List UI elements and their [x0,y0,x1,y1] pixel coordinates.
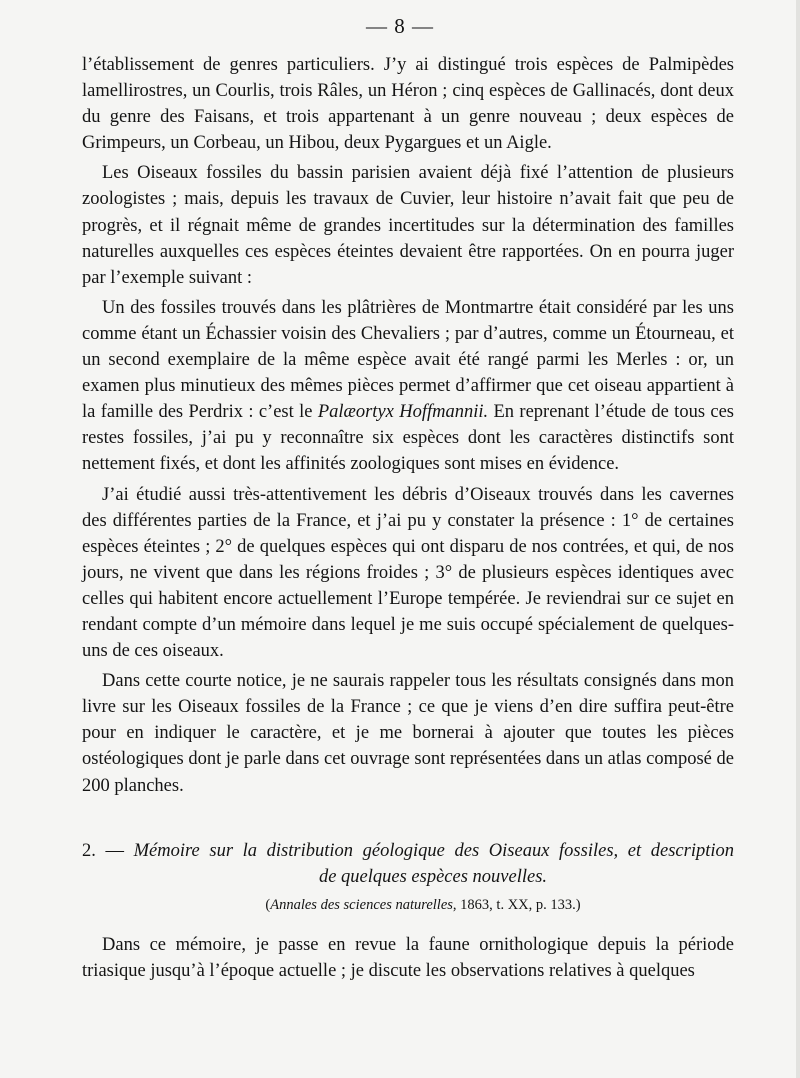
paragraph-courte-notice: Dans cette courte notice, je ne saurais rappeler tous les résultats consignés dans mon livre sur les Oiseaux fossiles de la France ; ce que je viens d’en dire suffira peut-être pour en indiquer le caractère, et je me bornerai à ajouter que toutes les pièces ostéologiques dont je parle dans cet ouvrage sont représentées dans un atlas composé de 200 planches. [82,671,734,796]
section-number: 2. — [82,841,134,861]
species-name: Palæortyx Hoffmannii. [317,402,489,423]
paragraph-montmartre-text-a: Un des fossiles trouvés dans les plâtrières de Montmartre était considéré par les uns comme étant un Échassier voisin des Chevaliers ; par d’autres, comme un Étourneau, et un second exemplaire de la même espèce avait été rangé parmi les Merles : or, un examen plus minutieux des mêmes pièces permet d’affirmer que cet oiseau appartient à la famille des Perdrix : c’est le [82,297,734,423]
scan-edge [796,0,800,1078]
page-number: — 8 — [366,14,434,38]
paragraph-montmartre [82,295,734,478]
reference-journal: Annales des sciences naturelles [270,897,453,913]
paragraph-memoire: Dans ce mémoire, je passe en revue la faune ornithologique depuis la période triasique jusqu’à l’époque actuelle ; je discute les observations relatives à quelques [82,935,734,982]
body-text [82,52,734,799]
section-heading [82,838,734,890]
reference-details: , 1863, t. XX, p. 133.) [452,897,581,913]
paragraph-cavernes: J’ai étudié aussi très-attentivement les débris d’Oiseaux trouvés dans les cavernes des différentes parties de la France, et j’ai pu y constater la présence : 1° de certaines espèces éteintes ; 2° de quelques espèces qui ont disparu de nos contrées, et qui, de nos jours, ne vivent que dans les régions froides ; 3° de plusieurs espèces identiques avec celles qui habitent encore actuellement l’Europe tempérée. Je reviendrai sur ce sujet en rendant compte d’un mémoire dans lequel je me suis occupé spécialement de quelques-uns de ces oiseaux. [82,484,734,662]
paragraph-montmartre-text-b: En reprenant l’étude de tous ces restes fossiles, j’ai pu y reconnaître six espèces dont les caractères distinctifs sont nettement fixés, et dont les affinités zoologiques sont mises en évidence. [82,402,734,475]
reference-open: ( [265,897,271,913]
section-title-part-1: Mémoire sur la distribution géologique des Oiseaux fossiles, et description [133,841,734,861]
bibliographic-reference [82,897,734,914]
section-heading-line-1 [82,838,734,864]
paragraph-bassin-parisien: Les Oiseaux fossiles du bassin parisien avaient déjà fixé l’attention de plusieurs zoologistes ; mais, depuis les travaux de Cuvier, leur histoire n’avait fait que peu de progrès, et il régnait même de grandes incertitudes sur la détermination des familles naturelles auxquelles ces espèces éteintes devaient être rapportées. On en pourra juger par l’exemple suivant : [82,163,734,288]
paragraph-continuation: l’établissement de genres particuliers. J’y ai distingué trois espèces de Palmipèdes lamellirostres, un Courlis, trois Râles, un Héron ; cinq espèces de Gallinacés, dont deux du genre des Faisans, et trois appartenant à un genre nouveau ; deux espèces de Grimpeurs, un Corbeau, un Hibou, deux Pygargues et un Aigle. [82,55,734,154]
section-body-text [82,932,734,984]
section-title-part-2: de quelques espèces nouvelles. [318,867,548,887]
